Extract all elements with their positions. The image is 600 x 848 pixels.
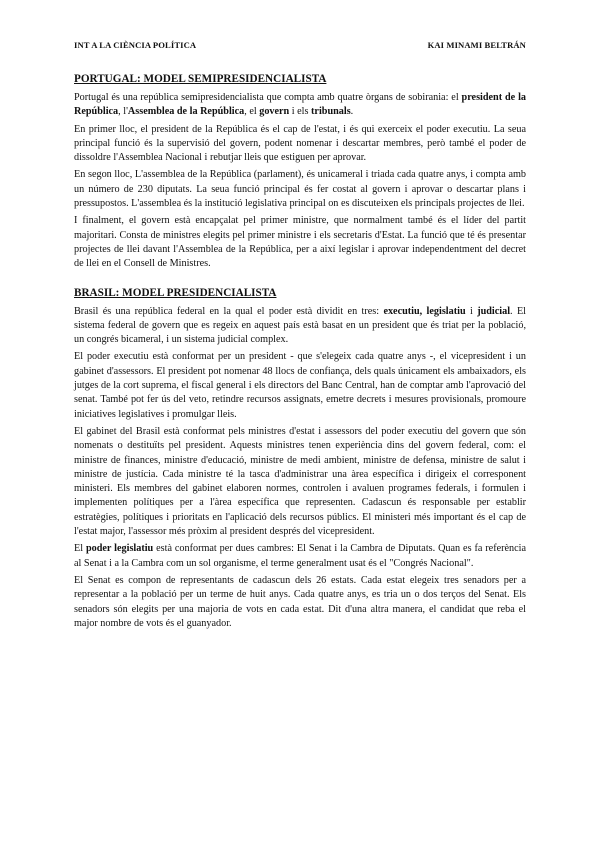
bold-term-poders: executiu, legislatiu [383,305,466,317]
paragraph-portugal-president: En primer lloc, el president de la República és el cap de l'estat, i és qui exerceix el poder executiu. La seua principal funció és la supervisió del govern, podent nomenar i descartar membres, però també el poder de dissoldre l'Assemblea Nacional i rebutjar lleis que estiguen per aprovar. [74,123,526,164]
text-run: El [74,543,86,555]
text-run: , el [244,106,260,118]
paragraph-brasil-legislatiu [74,542,526,571]
paragraph-portugal-govern: I finalment, el govern està encapçalat pel primer ministre, que normalment també és el líder del partit majoritari. Consta de ministres elegits pel primer ministre i els secretaris d'Estat. La funció que té és presentar projectes de llei davant l'Assemblea de la República, per a així legislar i aprovar independentment del decret de llei en el Consell de Ministres. [74,215,526,270]
paragraph-brasil-intro [74,305,526,348]
text-run: Brasil és una república federal en la qual el poder està dividit en tres: [74,305,384,317]
bold-term-govern: govern [259,106,290,118]
paragraph-portugal-assemblea: En segon lloc, L'assemblea de la República (parlament), és unicameral i triada cada quatre anys, i compta amb un número de 230 diputats. La seua funció principal és fer costat al govern i aprovar o descartar plans i pressupostos. L'assemblea és la institució legislativa principal on es discuteixen els principals projectes de llei. [74,169,526,210]
text-run: . [350,106,354,118]
text-run: i [465,305,478,317]
bold-term-president: president de la República [74,92,526,118]
paragraph-brasil-senat: El Senat es compon de representants de cadascun dels 26 estats. Cada estat elegeix tres senadors per a representar a la població per un terme de huit anys. Cada quatre anys, es tria un o dos terços del Senat. Els senadors són elegits per una majoria de vots en cada estat. Dit d'una altra manera, el candidat que reba el major nombre de vots és el guanyador. [74,574,526,629]
paragraph-brasil-gabinet: El gabinet del Brasil està conformat pels ministres d'estat i assessors del poder executiu del govern que són nomenats o destituïts pel president. Aquests ministres tenen experiència dins del govern federal, com: el ministre de finances, ministre d'educació, ministre de medi ambient, ministre de defensa, ministre de salut i ministre de justícia. Cada ministre té la tasca d'administrar una àrea específica i dirigeix el corresponent ministeri. Els membres del gabinet elaboren normes, controlen i avaluen programes federals, i formulen i implementen polítiques per a l'àrea específica que representen. Cadascun és responsable per establir estratègies, polítiques i prioritats en l'aplicació dels recursos públics. El ministeri més important és el cap de l'estat major, l'assessor més pròxim al president després del vicepresident. [74,425,526,538]
header-author: KAI MINAMI BELTRÁN [427,40,526,50]
paragraph-brasil-executiu: El poder executiu està conformat per un president - que s'elegeix cada quatre anys -, el vicepresident i un gabinet d'assessors. El president pot nomenar 48 llocs de confiança, dels quals únicament els ambaixadors, els jutges de la cort suprema, el fiscal general i els directors del Banc Central, han de comptar amb l'aprovació del senat. També pot fer ús del veto, retindre recursos assignats, emetre decrets i mesures provisionals, promoure iniciatives legislatives i promulgar lleis. [74,351,526,420]
header-course: INT A LA CIÈNCIA POLÍTICA [74,40,197,50]
document-body [74,72,526,634]
section-title-brasil: BRASIL: MODEL PRESIDENCIALISTA [74,286,277,299]
bold-term-poder-legislatiu: poder legislatiu [85,543,154,555]
text-run: Portugal és una república semipresidencialista que compta amb quatre òrgans de sobirania: el [74,92,462,103]
bold-term-judicial: judicial [477,305,511,317]
text-run: està conformat per dues cambres: El Senat i la Cambra de Diputats. Quan es fa referència al Senat i a la Cambra com un sol organisme, el terme generalment usat és el "Congrés Nacional". [74,543,526,569]
bold-term-tribunals: tribunals [311,106,351,118]
text-run: i els [289,106,312,118]
paragraph-portugal-intro [74,91,526,120]
text-run: . El sistema federal de govern que es regeix en aquest país està basat en un president que és triat per la població, un congrés bicameral, i un sistema judicial complex. [74,305,526,346]
text-run: , l' [118,106,128,118]
bold-term-assemblea: Assemblea de la República [127,106,245,118]
section-title-portugal: PORTUGAL: MODEL SEMIPRESIDENCIALISTA [74,73,327,85]
page-header [74,40,526,50]
